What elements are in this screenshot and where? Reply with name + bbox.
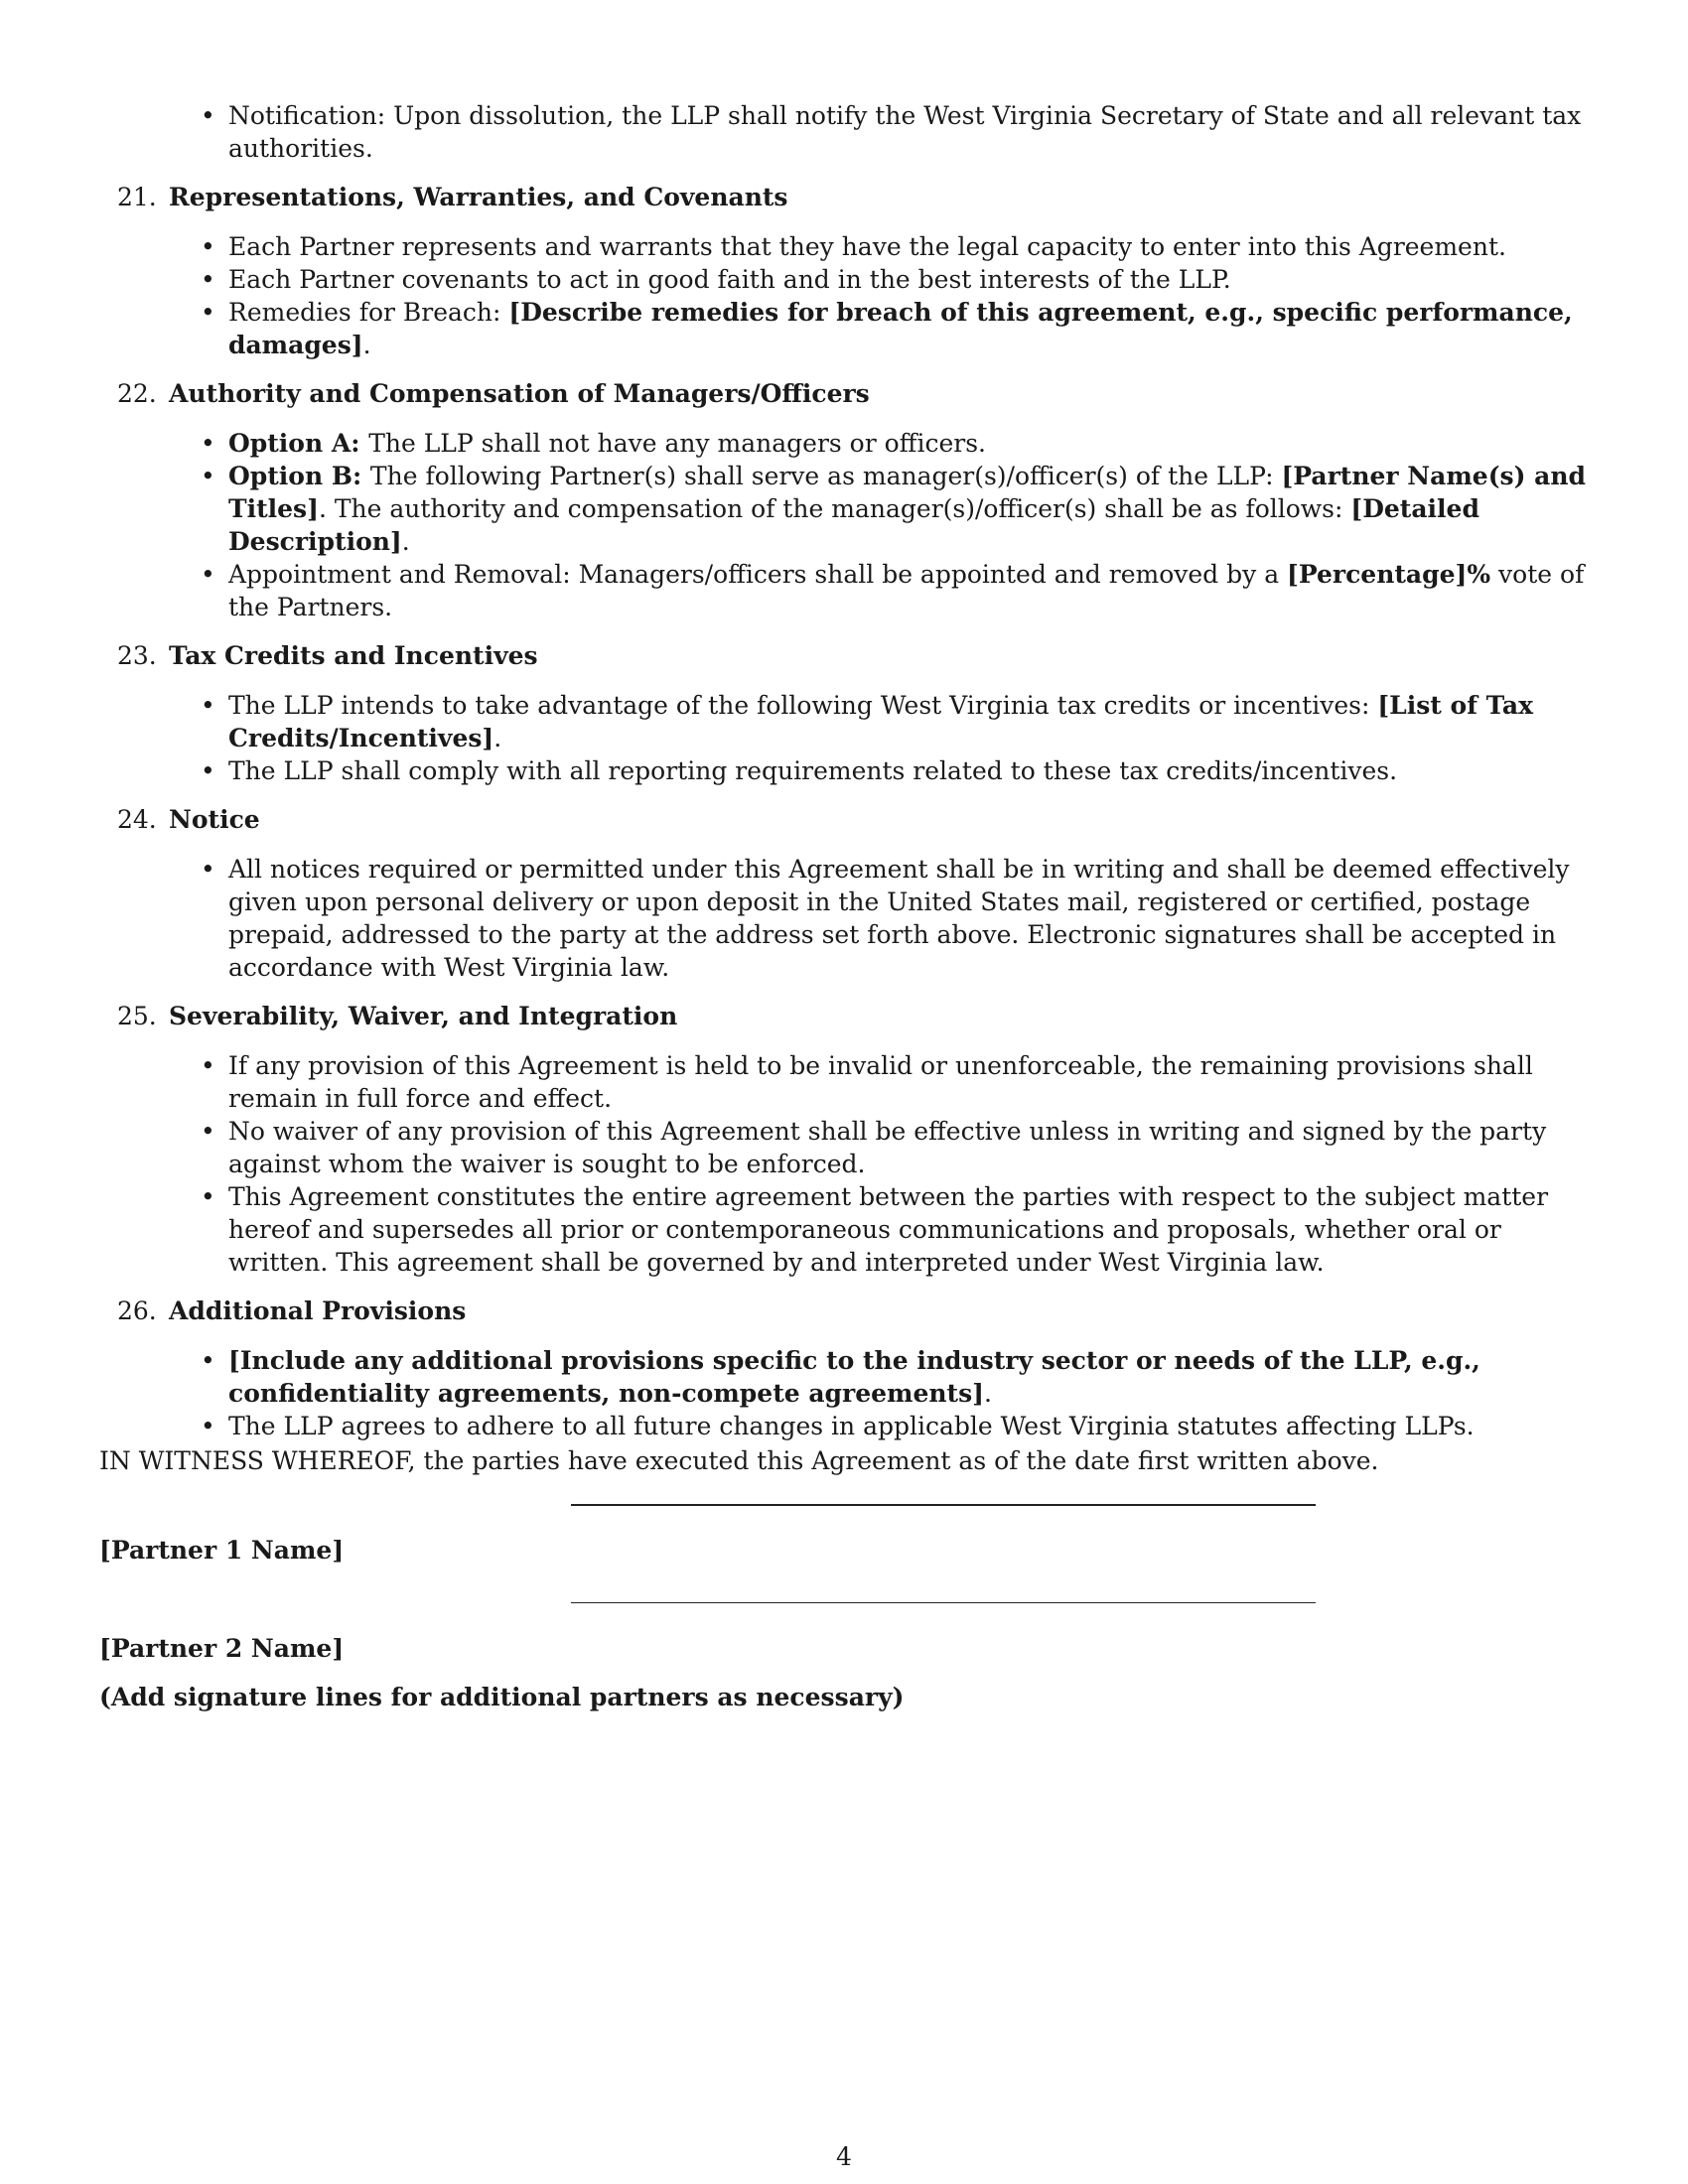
bullet-post: . — [493, 724, 502, 752]
list-item — [99, 689, 1589, 754]
section-title: Notice — [169, 805, 260, 834]
bullet-pre: The LLP agrees to adhere to all future changes in applicable West Virginia statutes affecting LLPs. — [228, 1412, 1475, 1440]
bullet-list — [99, 1344, 1589, 1442]
bullet-lead: Option A: — [228, 429, 369, 458]
list-item — [99, 1049, 1589, 1115]
section-title: Representations, Warranties, and Covenants — [169, 183, 788, 211]
list-item — [99, 1115, 1589, 1180]
bullet-post: . — [362, 331, 371, 359]
section-heading — [99, 1295, 1589, 1327]
partner-2-name: [Partner 2 Name] — [99, 1634, 345, 1663]
bullet-bold: [Percentage]% — [1287, 560, 1491, 589]
bullet-bold: [Include any additional provisions specific to the industry sector or needs of the LLP, e.g., confidentiality agreements, non-compete agreements] — [228, 1346, 1480, 1408]
section-number: 23. — [117, 641, 157, 670]
top-bullet-list — [99, 99, 1589, 165]
bullet-pre: If any provision of this Agreement is held to be invalid or unenforceable, the remaining provisions shall remain in full force and effect. — [228, 1051, 1533, 1113]
witness-statement: IN WITNESS WHEREOF, the parties have executed this Agreement as of the date first written above. — [99, 1446, 1379, 1475]
bullet-list — [99, 427, 1589, 623]
signature-line-2 — [571, 1602, 1316, 1603]
additional-signatures-note: (Add signature lines for additional partners as necessary) — [99, 1683, 905, 1711]
section-number: 26. — [117, 1297, 157, 1325]
section-heading — [99, 1000, 1589, 1032]
bullet-list — [99, 853, 1589, 984]
bullet-bold: [Describe remedies for breach of this agreement, e.g., specific performance, damages] — [228, 298, 1573, 359]
section-title: Severability, Waiver, and Integration — [169, 1002, 678, 1030]
bullet-list — [99, 689, 1589, 787]
section-heading — [99, 639, 1589, 672]
section-number: 22. — [117, 379, 157, 408]
signature-block — [99, 1477, 1589, 1755]
bullet-post2: . — [401, 527, 410, 556]
bullet-pre: The following Partner(s) shall serve as manager(s)/officer(s) of the LLP: — [369, 462, 1282, 490]
section-heading — [99, 181, 1589, 213]
bullet-pre: No waiver of any provision of this Agreement shall be effective unless in writing and signed by the party against whom the waiver is sought to be enforced. — [228, 1117, 1547, 1178]
bullet-pre: All notices required or permitted under this Agreement shall be in writing and shall be deemed effectively given upon personal delivery or upon deposit in the United States mail, registered or certified, postage prepaid, addressed to the party at the address set forth above. Electronic signatures shall be accepted in accordance with West Virginia law. — [228, 855, 1570, 982]
bullet-post: vote of the Partners. — [228, 560, 1585, 621]
bullet-pre: This Agreement constitutes the entire agreement between the parties with respect to the subject matter hereof and supersedes all prior or contemporaneous communications and proposals, whether oral or written. This agreement shall be governed by and interpreted under West Virginia law. — [228, 1182, 1549, 1277]
list-item — [99, 1344, 1589, 1410]
bullet-bold: [List of Tax Credits/Incentives] — [228, 691, 1533, 752]
signature-line-1 — [571, 1504, 1316, 1506]
bullet-bold: [Partner Name(s) and Titles] — [228, 462, 1586, 523]
bullet-list — [99, 1049, 1589, 1279]
bullet-post: . — [984, 1379, 992, 1408]
bullet-pre: The LLP shall comply with all reporting requirements related to these tax credits/incentives. — [228, 756, 1398, 785]
section-title: Tax Credits and Incentives — [169, 641, 538, 670]
list-item — [99, 1410, 1589, 1442]
bullet-list — [99, 230, 1589, 361]
list-item — [99, 853, 1589, 984]
section-number: 24. — [117, 805, 157, 834]
list-item — [99, 1180, 1589, 1279]
bullet-pre: Each Partner covenants to act in good faith and in the best interests of the LLP. — [228, 265, 1231, 294]
bullet-pre: The LLP intends to take advantage of the following West Virginia tax credits or incentives: — [228, 691, 1378, 720]
bullet-bold2: [Detailed Description] — [228, 494, 1479, 556]
bullet-pre: The LLP shall not have any managers or officers. — [368, 429, 986, 458]
sections-container — [99, 181, 1589, 1442]
section-title: Additional Provisions — [169, 1297, 467, 1325]
section-heading — [99, 377, 1589, 410]
section-heading — [99, 803, 1589, 836]
bullet-text: Notification: Upon dissolution, the LLP shall notify the West Virginia Secretary of State and all relevant tax authorities. — [228, 101, 1582, 163]
page-number: 4 — [836, 2142, 852, 2171]
list-item — [99, 558, 1589, 623]
section-number: 25. — [117, 1002, 157, 1030]
bullet-pre: Appointment and Removal: Managers/officers shall be appointed and removed by a — [228, 560, 1288, 589]
list-item — [99, 99, 1589, 165]
list-item — [99, 296, 1589, 361]
bullet-lead: Option B: — [228, 462, 370, 490]
list-item — [99, 427, 1589, 460]
list-item — [99, 230, 1589, 263]
bullet-pre: Each Partner represents and warrants that they have the legal capacity to enter into this Agreement. — [228, 232, 1506, 261]
list-item — [99, 263, 1589, 296]
bullet-pre: Remedies for Breach: — [228, 298, 509, 327]
section-title: Authority and Compensation of Managers/Officers — [169, 379, 870, 408]
bullet-post: . The authority and compensation of the manager(s)/officer(s) shall be as follows: — [318, 494, 1351, 523]
partner-1-name: [Partner 1 Name] — [99, 1536, 345, 1565]
section-number: 21. — [117, 183, 157, 211]
list-item — [99, 460, 1589, 558]
document-page — [99, 99, 1589, 1755]
list-item — [99, 754, 1589, 787]
